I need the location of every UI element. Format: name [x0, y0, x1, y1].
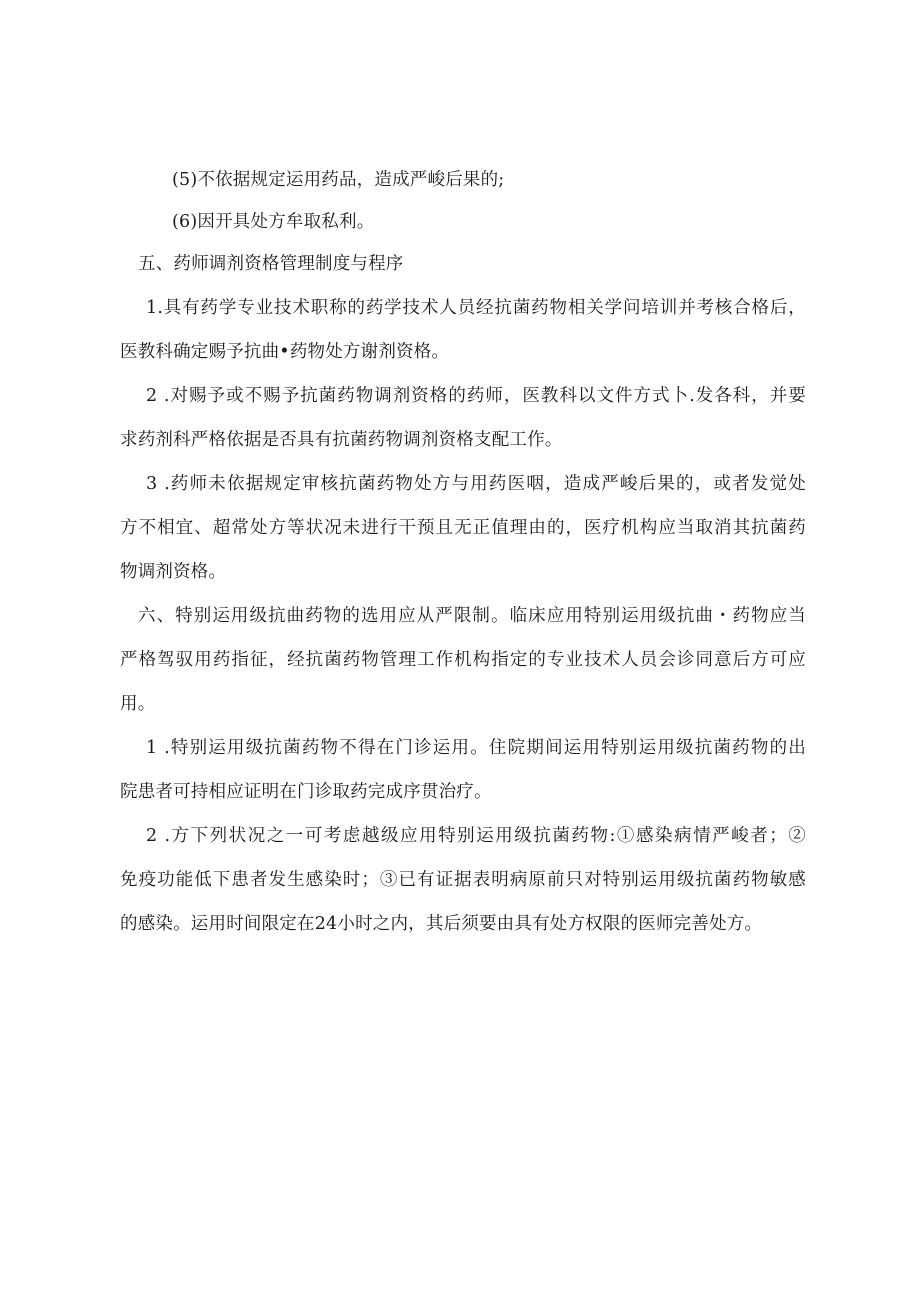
paragraph-text-line: 用。 — [120, 694, 156, 714]
paragraph-text-line: 免疫功能低下患者发生感染时；③已有证据表明病原前只对特别运用级抗菌药物敏感 — [120, 870, 806, 890]
paragraph-text-line: 严格驾驭用药指征，经抗菌药物管理工作机构指定的专业技术人员会诊同意后方可应 — [120, 650, 806, 670]
paragraph-text-line: 2 .对赐予或不赐予抗菌药物调剂资格的药师，医教科以文件方式卜.发各科，并要 — [146, 386, 806, 406]
section-6-heading: 六、特别运用级抗曲药物的选用应从严限制。临床应用特别运用级抗曲・药物应当 — [138, 606, 806, 626]
paragraph-text-line: 1.具有药学专业技术职称的药学技术人员经抗菌药物相关学问培训并考核合格后， — [146, 298, 806, 318]
paragraph-text-line: 求药剂科严格依据是否具有抗菌药物调剂资格支配工作。 — [120, 430, 563, 450]
paragraph-text-line: 院患者可持相应证明在门诊取药完成序贯治疗。 — [120, 782, 492, 802]
paragraph-text-line: 的感染。运用时间限定在24小时之内，其后须要由具有处方权限的医师完善处方。 — [120, 914, 763, 934]
paragraph-text-line: 2 .方下列状况之一可考虑越级应用特别运用级抗菌药物:①感染病情严峻者；② — [146, 826, 806, 846]
clause-5-line: (5)不依据规定运用药品，造成严峻后果的; — [172, 170, 505, 190]
paragraph-text-line: 方不相宜、超常处方等状况未进行干预且无正值理由的，医疗机构应当取消其抗菌药 — [120, 518, 806, 538]
clause-6-line: (6)因开具处方牟取私利。 — [172, 212, 375, 232]
paragraph-text-line: 医教科确定赐予抗曲•药物处方谢剂资格。 — [120, 342, 450, 362]
paragraph-text-line: 物调剂资格。 — [120, 562, 227, 582]
section-5-heading: 五、药师调剂资格管理制度与程序 — [138, 254, 404, 274]
paragraph-text-line: 3 .药师未依据规定审核抗菌药物处方与用药医咽，造成严峻后果的，或者发觉处 — [146, 474, 806, 494]
paragraph-text-line: 1 .特别运用级抗菌药物不得在门诊运用。住院期间运用特别运用级抗菌药物的出 — [146, 738, 806, 758]
